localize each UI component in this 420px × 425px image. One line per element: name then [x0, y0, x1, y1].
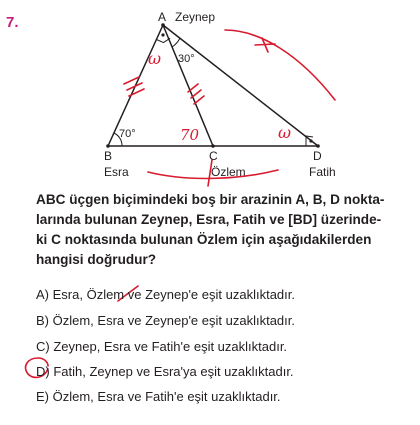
label-A: A — [158, 10, 167, 24]
hand-angle-D: ω — [278, 123, 292, 142]
label-B: B — [104, 149, 113, 163]
option-c[interactable] — [36, 339, 412, 355]
option-text: Fatih, Zeynep ve Esra'ya eşit uzaklıktadır. — [53, 364, 294, 379]
label-C: C — [209, 149, 218, 163]
point-B — [106, 144, 110, 148]
option-letter: A) — [36, 287, 49, 302]
stem-line: larında bulunan Zeynep, Esra, Fatih ve [BD] üzerinde- — [36, 212, 382, 227]
option-text: Esra, Özlem ve Zeynep'e eşit uzaklıktadır. — [52, 287, 295, 302]
question-number: 7. — [6, 14, 19, 31]
stem-line: ABC üçgen biçimindeki boş bir arazinin A, B, D nokta- — [36, 192, 385, 207]
label-angle-B: 70° — [119, 128, 136, 140]
stem-line: ki C noktasında bulunan Özlem için aşağıdakilerden — [36, 232, 372, 247]
segment-AC — [163, 25, 213, 146]
option-letter: E) — [36, 389, 49, 404]
option-letter: D) — [36, 364, 50, 379]
label-esra: Esra — [104, 165, 129, 179]
label-ozlem: Özlem — [211, 165, 246, 179]
side-AD — [163, 25, 318, 146]
stem-line: hangisi doğrudur? — [36, 252, 157, 267]
hand-angle-A-left: ω — [148, 49, 162, 68]
right-angle-dot-D — [309, 139, 312, 142]
option-text: Özlem, Esra ve Zeynep'e eşit uzaklıktadır. — [52, 313, 295, 328]
point-D — [316, 144, 320, 148]
right-angle-dot-A — [161, 33, 164, 36]
option-letter: C) — [36, 339, 50, 354]
angle-arc-A-right — [172, 38, 180, 47]
option-text: Zeynep, Esra ve Fatih'e eşit uzaklıktadır. — [53, 339, 288, 354]
question-stem — [36, 190, 412, 270]
label-zeynep: Zeynep — [175, 10, 216, 24]
label-D: D — [313, 149, 322, 163]
option-a[interactable] — [36, 287, 412, 303]
option-text: Özlem, Esra ve Fatih'e eşit uzaklıktadır. — [52, 389, 281, 404]
point-C — [211, 144, 215, 148]
option-e[interactable] — [36, 389, 412, 405]
option-letter: B) — [36, 313, 49, 328]
triangle-figure — [0, 0, 420, 185]
label-angle-A-right: 30° — [178, 53, 195, 65]
label-fatih: Fatih — [309, 165, 336, 179]
hand-angle-C: 70 — [180, 126, 200, 144]
option-d[interactable] — [36, 364, 412, 380]
option-b[interactable] — [36, 313, 412, 329]
